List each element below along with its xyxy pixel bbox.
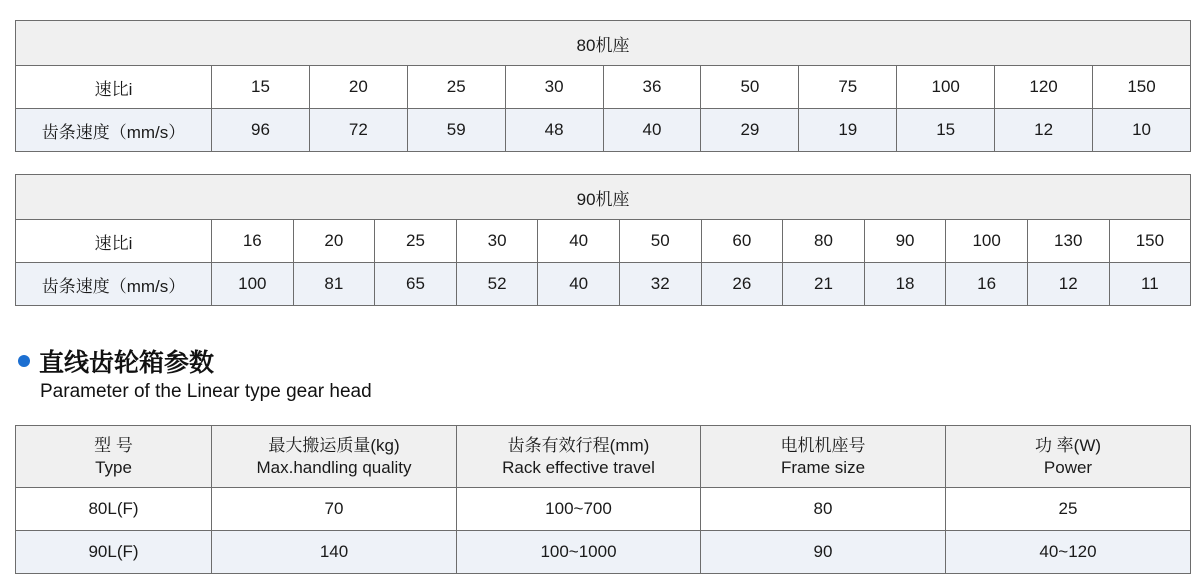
table-cell: 12	[995, 109, 1093, 152]
row-label: 齿条速度（mm/s）	[16, 263, 212, 306]
header-en: Frame size	[780, 457, 866, 477]
table-title: 90机座	[16, 175, 1191, 220]
bullet-icon	[18, 355, 30, 367]
column-header	[212, 426, 457, 488]
header-cn: 功 率(W)	[1034, 435, 1102, 455]
table-cell: 16	[946, 263, 1028, 306]
column-header	[701, 426, 946, 488]
table-cell: 18	[864, 263, 946, 306]
table-cell: 150	[1109, 220, 1191, 263]
table-cell: 60	[701, 220, 783, 263]
table-cell: 120	[995, 66, 1093, 109]
table-cell: 72	[309, 109, 407, 152]
table-cell: 96	[212, 109, 310, 152]
table-cell: 52	[456, 263, 538, 306]
header-cn: 型 号	[94, 435, 133, 455]
header-cn: 最大搬运质量(kg)	[268, 435, 400, 455]
table-cell: 30	[505, 66, 603, 109]
table-cell: 81	[293, 263, 375, 306]
table-cell: 40	[538, 220, 620, 263]
table-cell: 19	[799, 109, 897, 152]
table-row	[16, 220, 1191, 263]
table-row	[16, 263, 1191, 306]
column-header	[16, 426, 212, 488]
table-title: 80机座	[16, 21, 1191, 66]
table-cell: 70	[212, 488, 457, 531]
speed-table-80	[15, 20, 1191, 152]
table-cell: 59	[407, 109, 505, 152]
table-cell: 65	[375, 263, 457, 306]
table-cell: 15	[897, 109, 995, 152]
table-cell: 150	[1093, 66, 1191, 109]
header-cn: 齿条有效行程(mm)	[507, 435, 650, 455]
table-cell: 21	[783, 263, 865, 306]
table-cell: 80	[783, 220, 865, 263]
section-subtitle: Parameter of the Linear type gear head	[40, 381, 372, 402]
table-cell: 29	[701, 109, 799, 152]
table-row	[16, 488, 1191, 531]
table-row	[16, 66, 1191, 109]
table-cell: 100	[946, 220, 1028, 263]
row-label: 齿条速度（mm/s）	[16, 109, 212, 152]
table-cell: 25	[375, 220, 457, 263]
table-row	[16, 109, 1191, 152]
header-en: Type	[95, 457, 132, 477]
table-cell: 30	[456, 220, 538, 263]
header-cn: 电机机座号	[780, 435, 866, 455]
table-cell: 90	[701, 531, 946, 574]
table-cell: 40	[538, 263, 620, 306]
row-label: 速比i	[16, 220, 212, 263]
table-cell: 32	[619, 263, 701, 306]
table-cell: 140	[212, 531, 457, 574]
table-cell: 11	[1109, 263, 1191, 306]
section-title: 直线齿轮箱参数	[39, 349, 215, 377]
table-cell: 130	[1027, 220, 1109, 263]
header-en: Power	[1043, 457, 1093, 477]
table-cell: 75	[799, 66, 897, 109]
column-header	[946, 426, 1191, 488]
table-cell: 48	[505, 109, 603, 152]
table-cell: 40~120	[946, 531, 1191, 574]
table-cell: 90L(F)	[16, 531, 212, 574]
row-label: 速比i	[16, 66, 212, 109]
table-cell: 20	[293, 220, 375, 263]
table-header-row	[16, 426, 1191, 488]
table-cell: 26	[701, 263, 783, 306]
table-cell: 10	[1093, 109, 1191, 152]
table-cell: 16	[212, 220, 294, 263]
table-cell: 36	[603, 66, 701, 109]
table-cell: 25	[407, 66, 505, 109]
table-cell: 12	[1027, 263, 1109, 306]
table-row	[16, 531, 1191, 574]
table-cell: 40	[603, 109, 701, 152]
speed-table-90	[15, 174, 1191, 306]
table-cell: 20	[309, 66, 407, 109]
parameter-table	[15, 425, 1191, 574]
table-cell: 25	[946, 488, 1191, 531]
table-cell: 80L(F)	[16, 488, 212, 531]
table-cell: 100~700	[457, 488, 701, 531]
table-cell: 80	[701, 488, 946, 531]
table-cell: 100	[897, 66, 995, 109]
table-cell: 90	[864, 220, 946, 263]
table-cell: 15	[212, 66, 310, 109]
table-cell: 50	[619, 220, 701, 263]
header-en: Max.handling quality	[256, 457, 412, 477]
header-en: Rack effective travel	[502, 457, 655, 477]
table-cell: 100~1000	[457, 531, 701, 574]
column-header	[457, 426, 701, 488]
table-cell: 50	[701, 66, 799, 109]
table-cell: 100	[212, 263, 294, 306]
